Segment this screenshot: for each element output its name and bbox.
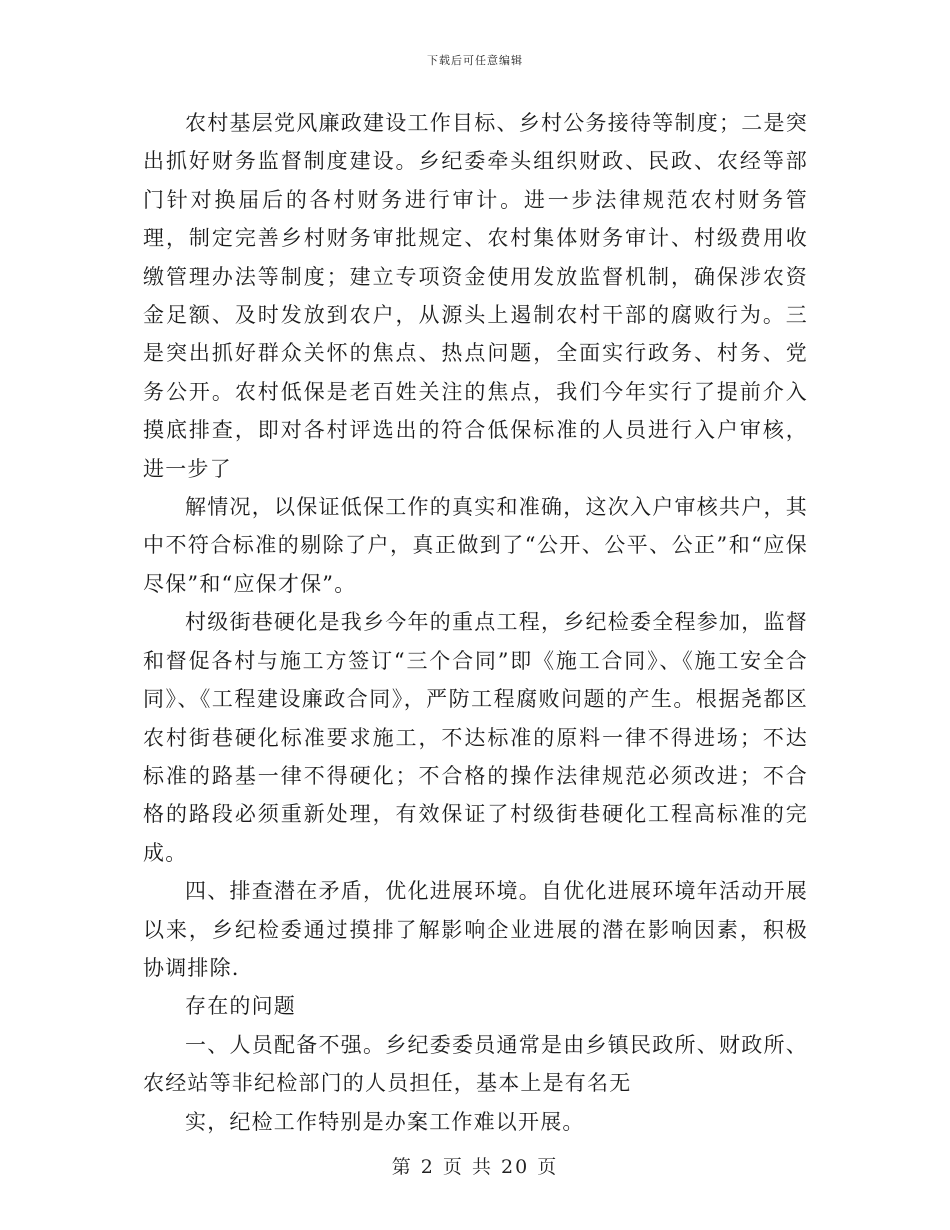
page-number: 第 2 页 共 20 页	[391, 1156, 559, 1178]
paragraph-1: 农村基层党风廉政建设工作目标、乡村公务接待等制度；二是突出抓好财务监督制度建设。乡纪委牵头组织财政、民政、农经等部门针对换届后的各村财务进行审计。进一步法律规范农村财务管理，制定完善乡村财务审批规定、农村集体财务审计、村级费用收缴管理办法等制度；建立专项资金使用发放监督机制，确保涉农资金足额、及时发放到农户，从源头上遏制农村干部的腐败行为。三是突出抓好群众关怀的焦点、热点问题，全面实行政务、村务、党务公开。农村低保是老百姓关注的焦点，我们今年实行了提前介入摸底排查，即对各村评选出的符合低保标准的人员进行入户审核，进一步了	[143, 111, 808, 481]
paragraph-2: 解情况，以保证低保工作的真实和准确，这次入户审核共户，其中不符合标准的剔除了户，真正做到了“公开、公平、公正”和“应保尽保”和“应保才保”。	[143, 495, 808, 596]
section-heading-problems: 存在的问题	[185, 994, 296, 1019]
page-header: 下载后可任意编辑	[427, 54, 523, 67]
paragraph-4: 四、排查潜在矛盾，优化进展环境。自优化进展环境年活动开展以来，乡纪检委通过摸排了解影响企业进展的潜在影响因素，积极协调排除.	[143, 879, 808, 980]
document-body	[143, 104, 808, 1141]
paragraph-3: 村级街巷硬化是我乡今年的重点工程，乡纪检委全程参加，监督和督促各村与施工方签订“三个合同”即《施工合同》、《施工安全合同》、《工程建设廉政合同》，严防工程腐败问题的产生。根据尧都区农村街巷硬化标准要求施工，不达标准的原料一律不得进场；不达标准的路基一律不得硬化；不合格的操作法律规范必须改进；不合格的路段必须重新处理，有效保证了村级街巷硬化工程高标准的完成。	[143, 610, 808, 865]
paragraph-5: 一、人员配备不强。乡纪委委员通常是由乡镇民政所、财政所、农经站等非纪检部门的人员担任，基本上是有名无	[143, 1032, 808, 1096]
paragraph-6: 实，纪检工作特别是办案工作难以开展。	[185, 1109, 585, 1134]
